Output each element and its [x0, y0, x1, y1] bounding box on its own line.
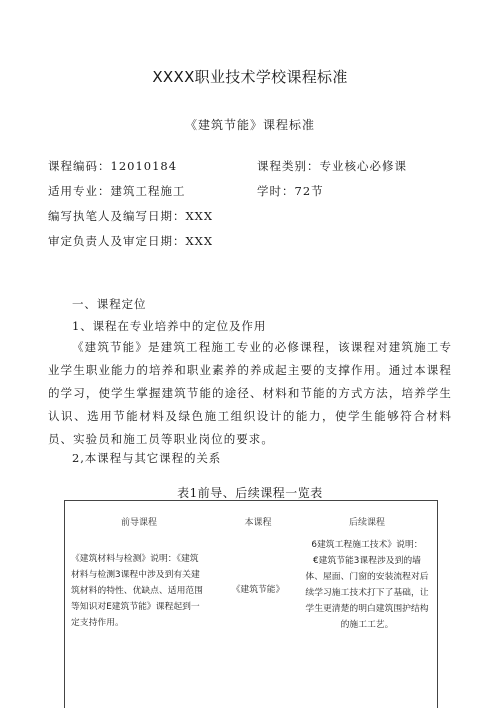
current-course-cell: 《建筑节能》	[231, 585, 285, 595]
course-category: 课程类别：专业核心必修课	[257, 159, 407, 173]
prev-course-cell: 《建筑材料与检测》说明：《建筑材料与检测3课程中涉及到有关建筑材料的特性、优缺点、适用范围等知识对E建筑节能》课程起到一定支持作用。	[71, 554, 203, 628]
next-course-cell: 6建筑工程施工技术》说明：€建筑节能3课程涉及到的墙体、屋面、门窗的安装流程对后续学习施工技术打下了基础，让学生更清楚的明白建筑围护结构的施工工艺。	[305, 540, 429, 630]
reviewer-info: 审定负责人及审定日期：XXX	[48, 234, 214, 248]
table-header-current: 本课程	[244, 518, 272, 528]
section-heading-1: 一、课程定位	[72, 297, 147, 311]
document-subtitle: 《建筑节能》课程标准	[184, 118, 315, 132]
table-header-next: 后续课程	[348, 518, 385, 528]
section-1-1-paragraph	[48, 336, 452, 451]
class-hours: 学时：72节	[257, 184, 324, 198]
section-heading-1-1: 1、课程在专业培养中的定位及作用	[72, 319, 267, 333]
author-info: 编写执笔人及编写日期：XXX	[48, 209, 214, 223]
document-title: XXXX职业技术学校课程标准	[152, 68, 348, 86]
table-header-prev: 前导课程	[120, 518, 157, 528]
table-caption: 表1前导、后续课程一览表	[177, 486, 323, 500]
course-relation-table	[64, 500, 438, 708]
course-code: 课程编码：12010184	[48, 159, 178, 173]
applicable-major: 适用专业：建筑工程施工	[48, 184, 186, 198]
section-heading-1-2: 2,本课程与其它课程的关系	[72, 451, 222, 465]
paragraph-text: 《建筑节能》是建筑工程施工专业的必修课程，该课程对建筑施工专业学生职业能力的培养和职业素养的养成起主要的支撑作用。通过本课程的学习，使学生掌握建筑节能的途径、材料和节能的方式方法，培养学生认识、选用节能材料及绿色施工组织设计的能力，使学生能够符合材料员、实验员和施工员等职业岗位的要求。	[48, 340, 452, 446]
